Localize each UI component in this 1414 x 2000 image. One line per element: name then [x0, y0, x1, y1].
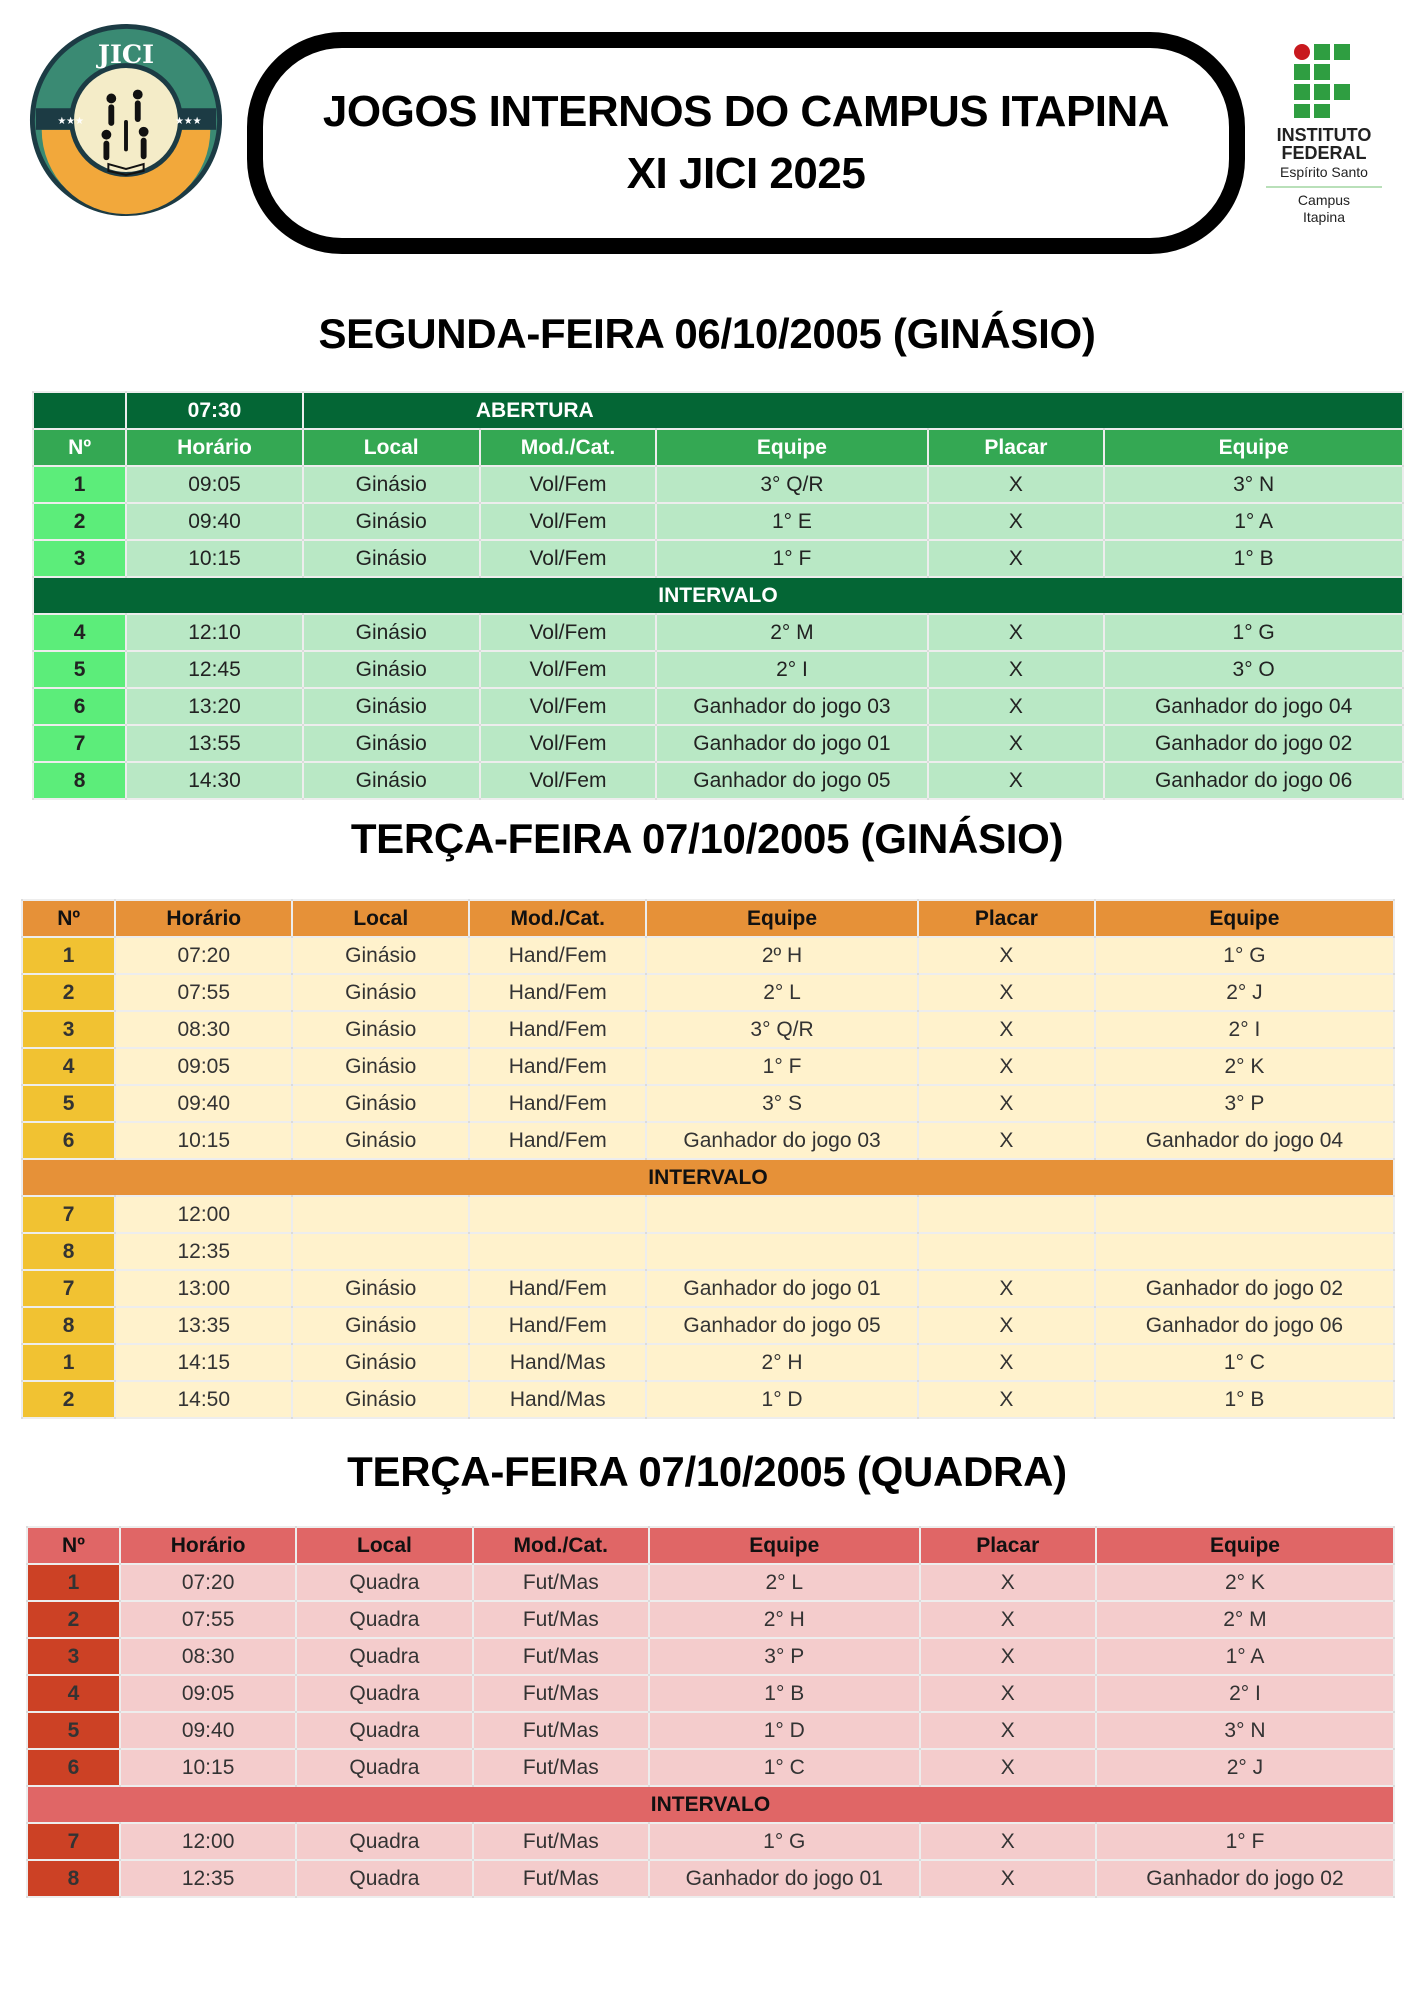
- cell-modality: Hand/Mas: [469, 1344, 646, 1381]
- cell-time: 12:10: [126, 614, 303, 651]
- cell-time: 07:55: [120, 1601, 296, 1638]
- cell-time: 08:30: [115, 1011, 292, 1048]
- cell-location: Quadra: [296, 1712, 472, 1749]
- table-row: [27, 1860, 1394, 1897]
- cell-team-a: 3° S: [646, 1085, 918, 1122]
- cell-team-b: 1° F: [1096, 1823, 1394, 1860]
- cell-team-a: 2° I: [656, 651, 927, 688]
- cell-team-a: 1° E: [656, 503, 927, 540]
- cell-team-b: 2° K: [1096, 1564, 1394, 1601]
- cell-game-number: 7: [22, 1196, 115, 1233]
- cell-score: X: [920, 1564, 1096, 1601]
- cell-team-a: 2° M: [656, 614, 927, 651]
- cell-time: 12:35: [120, 1860, 296, 1897]
- if-divider: [1266, 186, 1382, 188]
- cell-time: 13:55: [126, 725, 303, 762]
- cell-modality: Vol/Fem: [480, 466, 657, 503]
- cell-game-number: 6: [27, 1749, 120, 1786]
- cell-team-b: 1° C: [1095, 1344, 1394, 1381]
- column-header-game-number: Nº: [27, 1527, 120, 1564]
- cell-team-a: 1° F: [646, 1048, 918, 1085]
- day-heading-monday-gym: SEGUNDA-FEIRA 06/10/2005 (GINÁSIO): [318, 310, 1096, 357]
- cell-time: 14:30: [126, 762, 303, 799]
- cell-time: 12:45: [126, 651, 303, 688]
- cell-team-a: Ganhador do jogo 01: [646, 1270, 918, 1307]
- opening-row: [33, 392, 1403, 429]
- cell-time: 09:40: [115, 1085, 292, 1122]
- cell-team-a: Ganhador do jogo 03: [646, 1122, 918, 1159]
- cell-score: X: [920, 1823, 1096, 1860]
- cell-game-number: 2: [27, 1601, 120, 1638]
- cell-time: 10:15: [120, 1749, 296, 1786]
- cell-time: 13:35: [115, 1307, 292, 1344]
- cell-modality: Hand/Fem: [469, 937, 646, 974]
- cell-team-a: Ganhador do jogo 01: [649, 1860, 920, 1897]
- cell-location: Quadra: [296, 1601, 472, 1638]
- table-row: [33, 503, 1403, 540]
- cell-team-a: 2° H: [646, 1344, 918, 1381]
- cell-location: Quadra: [296, 1638, 472, 1675]
- interval-label: INTERVALO: [27, 1786, 1394, 1823]
- column-header-modality: Mod./Cat.: [473, 1527, 649, 1564]
- cell-time: 09:05: [115, 1048, 292, 1085]
- cell-game-number: 1: [27, 1564, 120, 1601]
- cell-team-b: Ganhador do jogo 02: [1095, 1270, 1394, 1307]
- cell-team-a: 1° G: [649, 1823, 920, 1860]
- cell-team-a: Ganhador do jogo 05: [656, 762, 927, 799]
- if-campus-line1: Campus: [1297, 192, 1351, 208]
- table-row: [22, 1196, 1394, 1233]
- cell-score: X: [918, 937, 1095, 974]
- cell-location: Ginásio: [292, 937, 469, 974]
- cell-score: X: [928, 540, 1105, 577]
- column-header-team-b: Equipe: [1104, 429, 1403, 466]
- cell-game-number: 5: [27, 1712, 120, 1749]
- cell-team-b: Ganhador do jogo 02: [1104, 725, 1403, 762]
- cell-team-b: [1095, 1233, 1394, 1270]
- cell-score: X: [928, 688, 1105, 725]
- column-header-location: Local: [292, 900, 469, 937]
- cell-modality: Fut/Mas: [473, 1564, 649, 1601]
- cell-score: X: [918, 1344, 1095, 1381]
- cell-game-number: 8: [22, 1233, 115, 1270]
- cell-time: 07:20: [115, 937, 292, 974]
- cell-game-number: 1: [33, 466, 126, 503]
- cell-location: Ginásio: [292, 1011, 469, 1048]
- column-header-modality: Mod./Cat.: [469, 900, 646, 937]
- column-header-score: Placar: [920, 1527, 1096, 1564]
- cell-location: Quadra: [296, 1823, 472, 1860]
- column-header-location: Local: [303, 429, 480, 466]
- cell-team-a: 2° H: [649, 1601, 920, 1638]
- cell-score: X: [918, 1270, 1095, 1307]
- cell-game-number: 4: [22, 1048, 115, 1085]
- cell-score: X: [918, 1048, 1095, 1085]
- cell-game-number: 2: [22, 974, 115, 1011]
- cell-score: X: [928, 503, 1105, 540]
- table-row: [33, 651, 1403, 688]
- svg-text:★★★: ★★★: [175, 115, 202, 127]
- cell-time: 10:15: [115, 1122, 292, 1159]
- cell-team-b: 2° J: [1096, 1749, 1394, 1786]
- cell-team-a: Ganhador do jogo 01: [656, 725, 927, 762]
- cell-time: 09:40: [126, 503, 303, 540]
- if-name-line1: INSTITUTO: [1276, 125, 1372, 145]
- cell-team-b: [1095, 1196, 1394, 1233]
- cell-location: Ginásio: [292, 974, 469, 1011]
- cell-score: X: [920, 1860, 1096, 1897]
- opening-time: 07:30: [126, 392, 303, 429]
- table-row: [33, 762, 1403, 799]
- cell-location: Ginásio: [303, 688, 480, 725]
- table-row: [22, 974, 1394, 1011]
- cell-modality: Fut/Mas: [473, 1675, 649, 1712]
- cell-modality: Hand/Fem: [469, 1048, 646, 1085]
- cell-modality: [469, 1233, 646, 1270]
- cell-team-b: 2° M: [1096, 1601, 1394, 1638]
- cell-game-number: 8: [33, 762, 126, 799]
- cell-score: X: [920, 1712, 1096, 1749]
- cell-game-number: 1: [22, 937, 115, 974]
- cell-modality: Fut/Mas: [473, 1601, 649, 1638]
- cell-game-number: 2: [33, 503, 126, 540]
- cell-team-a: 3° Q/R: [646, 1011, 918, 1048]
- cell-game-number: 8: [22, 1307, 115, 1344]
- cell-time: 12:35: [115, 1233, 292, 1270]
- column-header-game-number: Nº: [33, 429, 126, 466]
- if-campus-line2: Itapina: [1302, 209, 1346, 225]
- cell-time: 09:05: [120, 1675, 296, 1712]
- table-row: [27, 1638, 1394, 1675]
- cell-modality: Hand/Fem: [469, 1085, 646, 1122]
- cell-score: X: [918, 1381, 1095, 1418]
- cell-score: X: [918, 1307, 1095, 1344]
- cell-time: 08:30: [120, 1638, 296, 1675]
- cell-team-b: Ganhador do jogo 04: [1095, 1122, 1394, 1159]
- cell-location: Ginásio: [292, 1085, 469, 1122]
- cell-score: X: [928, 762, 1105, 799]
- table-row: [27, 1675, 1394, 1712]
- table-row: [22, 1307, 1394, 1344]
- cell-team-b: 3° O: [1104, 651, 1403, 688]
- column-header-team-a: Equipe: [656, 429, 927, 466]
- cell-time: 12:00: [120, 1823, 296, 1860]
- cell-location: Quadra: [296, 1860, 472, 1897]
- cell-modality: Vol/Fem: [480, 503, 657, 540]
- interval-row: [27, 1786, 1394, 1823]
- cell-team-b: 3° P: [1095, 1085, 1394, 1122]
- cell-modality: Vol/Fem: [480, 762, 657, 799]
- cell-game-number: 8: [27, 1860, 120, 1897]
- column-header-location: Local: [296, 1527, 472, 1564]
- cell-modality: Vol/Fem: [480, 688, 657, 725]
- cell-modality: Vol/Fem: [480, 651, 657, 688]
- cell-team-a: 3° P: [649, 1638, 920, 1675]
- interval-row: [22, 1159, 1394, 1196]
- cell-modality: Fut/Mas: [473, 1749, 649, 1786]
- cell-location: Ginásio: [292, 1307, 469, 1344]
- header-row: [27, 1527, 1394, 1564]
- cell-game-number: 5: [22, 1085, 115, 1122]
- cell-team-b: 1° B: [1095, 1381, 1394, 1418]
- event-title-box: [247, 32, 1245, 254]
- event-subtitle: XI JICI 2025: [626, 149, 866, 198]
- if-logo-mark-icon: [1294, 44, 1354, 118]
- cell-team-a: Ganhador do jogo 05: [646, 1307, 918, 1344]
- table-row: [33, 725, 1403, 762]
- interval-label: INTERVALO: [22, 1159, 1394, 1196]
- table-row: [27, 1564, 1394, 1601]
- cell-score: X: [920, 1601, 1096, 1638]
- cell-location: Ginásio: [292, 1344, 469, 1381]
- schedule-table-tuesday-court: [26, 1526, 1395, 1898]
- cell-team-b: 2° I: [1096, 1675, 1394, 1712]
- cell-game-number: 6: [33, 688, 126, 725]
- column-header-score: Placar: [928, 429, 1105, 466]
- table-row: [22, 1122, 1394, 1159]
- cell-modality: Fut/Mas: [473, 1860, 649, 1897]
- cell-modality: Hand/Fem: [469, 974, 646, 1011]
- jici-logo: [28, 22, 224, 218]
- cell-team-b: 2° I: [1095, 1011, 1394, 1048]
- cell-location: Ginásio: [292, 1270, 469, 1307]
- cell-team-b: 3° N: [1104, 466, 1403, 503]
- column-header-score: Placar: [918, 900, 1095, 937]
- cell-location: Ginásio: [303, 540, 480, 577]
- cell-score: X: [928, 651, 1105, 688]
- cell-score: X: [928, 725, 1105, 762]
- column-header-modality: Mod./Cat.: [480, 429, 657, 466]
- instituto-federal-logo: [1262, 44, 1386, 229]
- header-row: [22, 900, 1394, 937]
- column-header-team-a: Equipe: [649, 1527, 920, 1564]
- cell-game-number: 7: [27, 1823, 120, 1860]
- header-row: [33, 429, 1403, 466]
- cell-game-number: 1: [22, 1344, 115, 1381]
- cell-team-a: 2° L: [649, 1564, 920, 1601]
- cell-location: Ginásio: [303, 762, 480, 799]
- cell-modality: Vol/Fem: [480, 614, 657, 651]
- cell-score: X: [920, 1749, 1096, 1786]
- cell-modality: Fut/Mas: [473, 1712, 649, 1749]
- cell-time: 09:40: [120, 1712, 296, 1749]
- cell-score: X: [920, 1638, 1096, 1675]
- cell-location: [292, 1196, 469, 1233]
- table-row: [33, 688, 1403, 725]
- jici-logo-text: JICI: [97, 40, 155, 71]
- cell-team-a: 2° L: [646, 974, 918, 1011]
- if-state: Espírito Santo: [1280, 164, 1368, 180]
- table-row: [22, 1011, 1394, 1048]
- cell-location: Ginásio: [303, 614, 480, 651]
- cell-team-a: 1° C: [649, 1749, 920, 1786]
- cell-location: Ginásio: [303, 651, 480, 688]
- cell-game-number: 6: [22, 1122, 115, 1159]
- cell-time: 14:50: [115, 1381, 292, 1418]
- cell-modality: Vol/Fem: [480, 540, 657, 577]
- cell-team-a: [646, 1233, 918, 1270]
- cell-score: [918, 1196, 1095, 1233]
- cell-game-number: 3: [22, 1011, 115, 1048]
- cell-team-b: 2° J: [1095, 974, 1394, 1011]
- cell-modality: Vol/Fem: [480, 725, 657, 762]
- cell-game-number: 4: [33, 614, 126, 651]
- opening-label: ABERTURA: [303, 392, 1403, 429]
- table-row: [22, 1085, 1394, 1122]
- cell-time: 14:15: [115, 1344, 292, 1381]
- day-heading-tuesday-gym: TERÇA-FEIRA 07/10/2005 (GINÁSIO): [350, 815, 1064, 862]
- cell-time: 10:15: [126, 540, 303, 577]
- table-row: [22, 1381, 1394, 1418]
- cell-team-a: [646, 1196, 918, 1233]
- cell-team-a: 3° Q/R: [656, 466, 927, 503]
- cell-team-b: Ganhador do jogo 06: [1095, 1307, 1394, 1344]
- interval-label: INTERVALO: [33, 577, 1403, 614]
- cell-location: Quadra: [296, 1564, 472, 1601]
- cell-team-b: 1° B: [1104, 540, 1403, 577]
- day-heading-tuesday-court: TERÇA-FEIRA 07/10/2005 (QUADRA): [347, 1448, 1067, 1495]
- cell-modality: Hand/Fem: [469, 1011, 646, 1048]
- cell-time: 13:00: [115, 1270, 292, 1307]
- schedule-table-tuesday-gym: [21, 899, 1395, 1419]
- cell-team-a: 1° B: [649, 1675, 920, 1712]
- cell-location: Ginásio: [292, 1122, 469, 1159]
- table-row: [27, 1749, 1394, 1786]
- cell-game-number: 7: [22, 1270, 115, 1307]
- column-header-game-number: Nº: [22, 900, 115, 937]
- cell-location: Quadra: [296, 1675, 472, 1712]
- cell-team-a: Ganhador do jogo 03: [656, 688, 927, 725]
- column-header-team-b: Equipe: [1096, 1527, 1394, 1564]
- cell-team-b: 3° N: [1096, 1712, 1394, 1749]
- cell-modality: Hand/Mas: [469, 1381, 646, 1418]
- schedule-table-monday-gym: [32, 391, 1404, 800]
- column-header-team-a: Equipe: [646, 900, 918, 937]
- cell-score: X: [918, 1122, 1095, 1159]
- cell-time: 09:05: [126, 466, 303, 503]
- cell-team-a: 1° D: [649, 1712, 920, 1749]
- column-header-team-b: Equipe: [1095, 900, 1394, 937]
- table-row: [33, 466, 1403, 503]
- table-row: [22, 1344, 1394, 1381]
- cell-location: Ginásio: [303, 725, 480, 762]
- table-row: [27, 1601, 1394, 1638]
- column-header-time: Horário: [115, 900, 292, 937]
- table-row: [27, 1823, 1394, 1860]
- cell-score: X: [928, 466, 1105, 503]
- cell-team-b: Ganhador do jogo 02: [1096, 1860, 1394, 1897]
- cell-time: 13:20: [126, 688, 303, 725]
- cell-score: [918, 1233, 1095, 1270]
- cell-modality: Hand/Fem: [469, 1270, 646, 1307]
- cell-score: X: [928, 614, 1105, 651]
- table-row: [22, 1270, 1394, 1307]
- cell-time: 07:20: [120, 1564, 296, 1601]
- cell-score: X: [918, 1085, 1095, 1122]
- cell-time: 12:00: [115, 1196, 292, 1233]
- cell-game-number: 7: [33, 725, 126, 762]
- event-title: JOGOS INTERNOS DO CAMPUS ITAPINA: [322, 87, 1170, 136]
- cell-team-b: 2° K: [1095, 1048, 1394, 1085]
- cell-location: Ginásio: [303, 466, 480, 503]
- cell-location: Ginásio: [292, 1381, 469, 1418]
- cell-team-a: 2º H: [646, 937, 918, 974]
- cell-game-number: 2: [22, 1381, 115, 1418]
- cell-time: 07:55: [115, 974, 292, 1011]
- cell-score: X: [920, 1675, 1096, 1712]
- cell-modality: Fut/Mas: [473, 1638, 649, 1675]
- cell-location: Quadra: [296, 1749, 472, 1786]
- if-name-line2: FEDERAL: [1281, 143, 1367, 163]
- cell-game-number: 4: [27, 1675, 120, 1712]
- table-row: [33, 540, 1403, 577]
- cell-modality: Fut/Mas: [473, 1823, 649, 1860]
- cell-score: X: [918, 1011, 1095, 1048]
- cell-team-b: Ganhador do jogo 04: [1104, 688, 1403, 725]
- interval-row: [33, 577, 1403, 614]
- cell-modality: [469, 1196, 646, 1233]
- table-row: [27, 1712, 1394, 1749]
- cell-team-b: Ganhador do jogo 06: [1104, 762, 1403, 799]
- cell-game-number: 3: [27, 1638, 120, 1675]
- column-header-time: Horário: [120, 1527, 296, 1564]
- cell-modality: Hand/Fem: [469, 1122, 646, 1159]
- cell-game-number: 5: [33, 651, 126, 688]
- table-row: [22, 937, 1394, 974]
- cell-team-a: 1° F: [656, 540, 927, 577]
- table-row: [22, 1233, 1394, 1270]
- table-row: [33, 614, 1403, 651]
- cell-team-b: 1° A: [1104, 503, 1403, 540]
- column-header-time: Horário: [126, 429, 303, 466]
- cell-team-b: 1° G: [1095, 937, 1394, 974]
- table-row: [22, 1048, 1394, 1085]
- cell-location: [292, 1233, 469, 1270]
- cell-team-b: 1° A: [1096, 1638, 1394, 1675]
- cell-game-number: 3: [33, 540, 126, 577]
- cell-team-b: 1° G: [1104, 614, 1403, 651]
- cell-score: X: [918, 974, 1095, 1011]
- svg-text:★★★: ★★★: [57, 115, 84, 127]
- cell-modality: Hand/Fem: [469, 1307, 646, 1344]
- cell-team-a: 1° D: [646, 1381, 918, 1418]
- cell-location: Ginásio: [303, 503, 480, 540]
- cell-location: Ginásio: [292, 1048, 469, 1085]
